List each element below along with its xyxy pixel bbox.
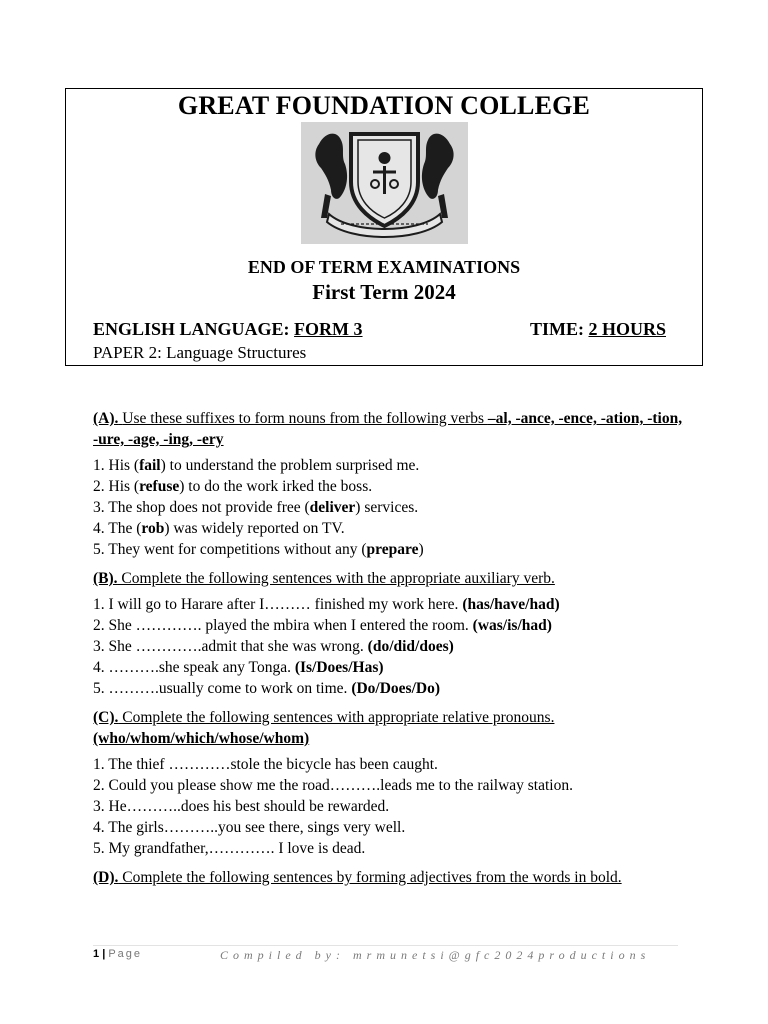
section-d: [93, 867, 683, 888]
section-d-instruction: Complete the following sentences by forming adjectives from the words in bold.: [118, 869, 622, 886]
section-a-instruction: Use these suffixes to form nouns from the following verbs: [122, 410, 488, 427]
section-b: [93, 568, 683, 699]
list-item: 4. The (rob) was widely reported on TV.: [93, 520, 345, 537]
compiled-by: Compiled by: mrmunetsi@gfc2024productions: [220, 948, 651, 962]
section-c-heading: [93, 707, 683, 749]
section-c: [93, 707, 683, 859]
subject-label: ENGLISH LANGUAGE:: [93, 319, 290, 339]
section-c-instruction: Complete the following sentences with appropriate relative pronouns.: [118, 709, 555, 726]
college-crest-logo: [301, 122, 468, 244]
section-d-label: (D).: [93, 869, 119, 886]
page-number: 1: [93, 948, 100, 960]
list-item: 5. My grandfather,…………. I love is dead.: [93, 840, 366, 857]
page-separator: |: [102, 948, 106, 960]
list-item: 5. They went for competitions without any (prepare): [93, 541, 424, 558]
section-a-label: (A).: [93, 410, 119, 427]
list-item: 1. I will go to Harare after I……… finished my work here. (has/have/had): [93, 596, 560, 613]
footer-divider: [93, 945, 678, 946]
list-item: 2. She …………. played the mbira when I entered the room. (was/is/had): [93, 617, 552, 634]
section-a-heading: [93, 408, 683, 450]
exam-header-box: [65, 88, 703, 366]
section-a: [93, 408, 683, 560]
section-b-heading: [93, 568, 683, 589]
section-a-suffixes: –al, -ance, -ence, -ation, -tion, -ure, -age, -ing, -ery: [93, 410, 683, 448]
list-item: 4. The girls………..you see there, sings very well.: [93, 819, 406, 836]
list-item: 2. His (refuse) to do the work irked the boss.: [93, 478, 373, 495]
time-value: 2 HOURS: [588, 319, 666, 339]
page-word: Page: [108, 948, 143, 960]
list-item: 3. She ………….admit that she was wrong. (do/did/does): [93, 638, 454, 655]
exam-questions: [93, 408, 683, 896]
list-item: 3. He………..does his best should be rewarded.: [93, 798, 390, 815]
page-footer: [93, 948, 683, 966]
exam-title: END OF TERM EXAMINATIONS: [247, 257, 521, 277]
section-c-options: (who/whom/which/whose/whom): [93, 730, 310, 747]
subject-line: [93, 319, 363, 340]
section-c-label: (C).: [93, 709, 119, 726]
section-d-heading: [93, 867, 683, 888]
time-label: TIME:: [529, 319, 584, 339]
list-item: 1. His (fail) to understand the problem surprised me.: [93, 457, 420, 474]
list-item: 2. Could you please show me the road……….leads me to the railway station.: [93, 777, 573, 794]
section-b-instruction: Complete the following sentences with the appropriate auxiliary verb.: [117, 570, 555, 587]
list-item: 3. The shop does not provide free (deliver) services.: [93, 499, 419, 516]
section-b-label: (B).: [93, 570, 118, 587]
college-name: GREAT FOUNDATION COLLEGE: [177, 91, 591, 120]
list-item: 4. ……….she speak any Tonga. (Is/Does/Has): [93, 659, 384, 676]
time-line: [530, 319, 666, 340]
list-item: 5. ……….usually come to work on time. (Do/Does/Do): [93, 680, 440, 697]
paper-title: PAPER 2: Language Structures: [93, 343, 307, 362]
exam-term: First Term 2024: [312, 280, 456, 304]
list-item: 1. The thief …………stole the bicycle has been caught.: [93, 756, 438, 773]
form-level: FORM 3: [294, 319, 363, 339]
